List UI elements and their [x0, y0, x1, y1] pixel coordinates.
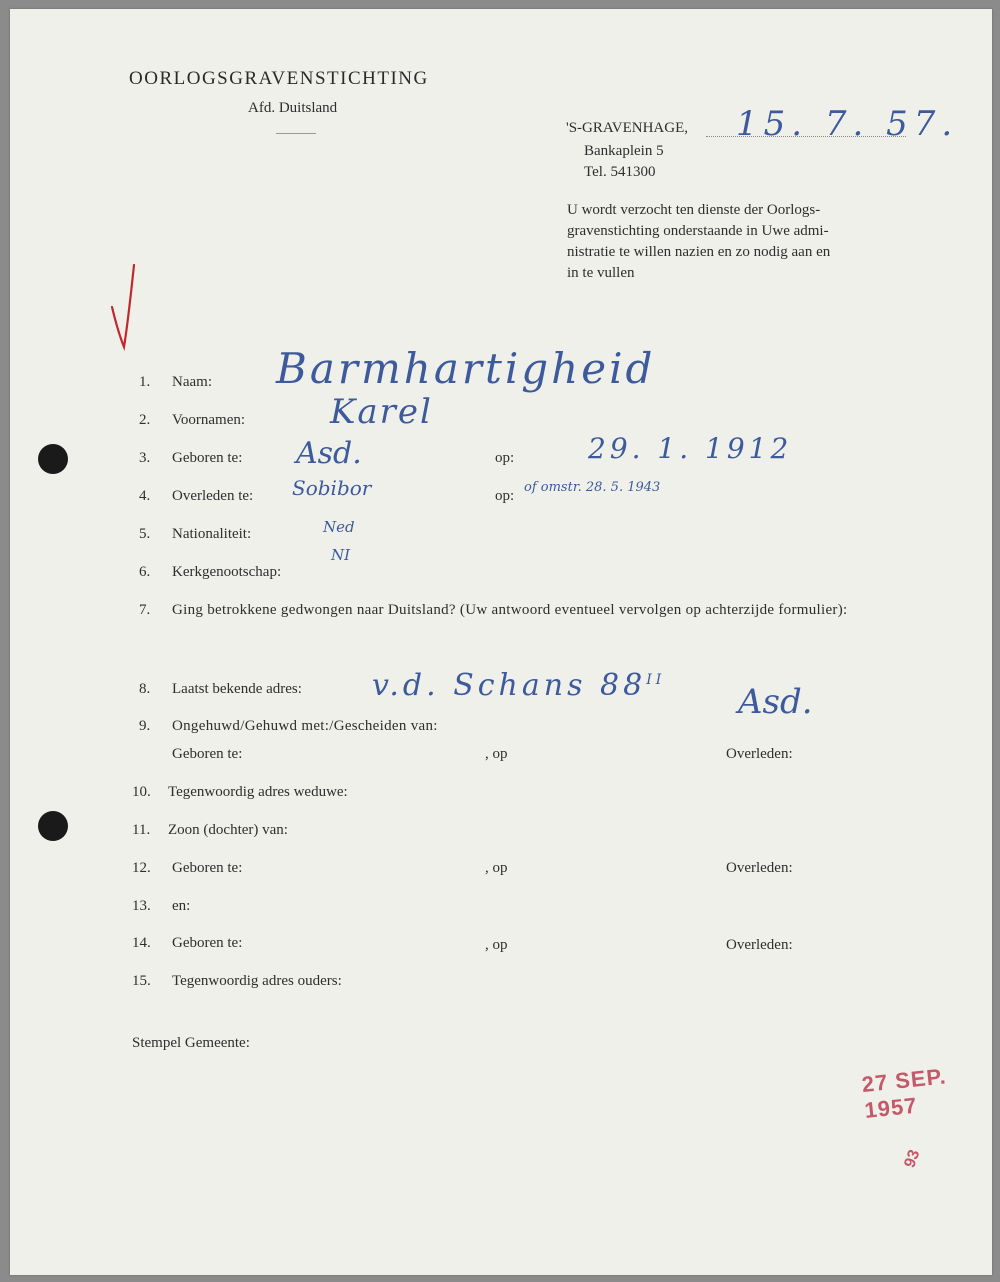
field-14-died-label: Overleden:	[726, 937, 793, 953]
field-15-label: Tegenwoordig adres ouders:	[172, 973, 342, 989]
street-address: Bankaplein 5	[584, 143, 664, 159]
field-12-label: Geboren te:	[172, 860, 243, 876]
city-label: 'S-GRAVENHAGE,	[566, 120, 689, 136]
field-3-number: 3.	[139, 450, 151, 466]
field-10-label: Tegenwoordig adres weduwe:	[168, 784, 348, 800]
punch-hole-bottom	[38, 811, 68, 841]
field-2-label: Voornamen:	[172, 412, 246, 428]
field-8-floor: II	[646, 672, 666, 688]
field-1-number: 1.	[139, 374, 151, 390]
field-14-op-label: , op	[485, 937, 508, 953]
field-13-number: 13.	[132, 898, 151, 914]
field-4-value: Sobibor	[292, 476, 372, 500]
field-8-street: v.d. Schans 88	[372, 668, 647, 703]
field-4-op-label: op:	[495, 488, 515, 504]
field-3-op-label: op:	[495, 450, 515, 466]
instructions-line-1: U wordt verzocht ten dienste der Oorlogs-	[567, 202, 821, 218]
number-stamp: 93	[901, 1147, 924, 1171]
header-divider	[276, 133, 316, 134]
instructions-line-4: in te vullen	[567, 265, 635, 281]
field-8-label: Laatst bekende adres:	[172, 681, 302, 697]
municipality-stamp-label: Stempel Gemeente:	[132, 1035, 250, 1051]
field-10-number: 10.	[132, 784, 151, 800]
field-1-label: Naam:	[172, 374, 212, 390]
instructions-text	[567, 200, 887, 284]
field-2-number: 2.	[139, 412, 151, 428]
field-7-number: 7.	[139, 602, 151, 618]
field-9-died-label: Overleden:	[726, 746, 793, 762]
field-3-op-value: 29. 1. 1912	[588, 432, 793, 465]
red-check-mark	[108, 262, 138, 352]
field-5-label: Nationaliteit:	[172, 526, 252, 542]
field-14-number: 14.	[132, 935, 151, 951]
field-9-born-label: Geboren te:	[172, 746, 243, 762]
punch-hole-top	[38, 444, 68, 474]
field-7-label: Ging betrokkene gedwongen naar Duitsland? (Uw antwoord eventueel vervolgen op achterzijde formulier):	[172, 602, 848, 618]
field-8-value	[372, 668, 665, 703]
instructions-line-2: gravenstichting onderstaande in Uwe admi-	[567, 223, 829, 239]
organization-name: OORLOGSGRAVENSTICHTING	[129, 68, 429, 89]
field-3-value: Asd.	[296, 436, 362, 471]
field-8-number: 8.	[139, 681, 151, 697]
field-4-op-value: of omstr. 28. 5. 1943	[524, 480, 661, 495]
field-9-number: 9.	[139, 718, 151, 734]
field-5-number: 5.	[139, 526, 151, 542]
received-date-stamp: 27 SEP. 1957	[860, 1063, 948, 1124]
field-15-number: 15.	[132, 973, 151, 989]
field-11-label: Zoon (dochter) van:	[168, 822, 288, 838]
field-11-number: 11.	[132, 822, 151, 838]
field-4-number: 4.	[139, 488, 151, 504]
field-6-number: 6.	[139, 564, 151, 580]
field-8-city: Asd.	[738, 682, 813, 722]
telephone: Tel. 541300	[584, 164, 656, 180]
field-12-number: 12.	[132, 860, 151, 876]
field-9-label: Ongehuwd/Gehuwd met:/Gescheiden van:	[172, 718, 438, 734]
field-9-op-label: , op	[485, 746, 508, 762]
field-3-label: Geboren te:	[172, 450, 243, 466]
handwritten-date: 15. 7. 57.	[736, 104, 959, 144]
instructions-line-3: nistratie te willen nazien en zo nodig aan en	[567, 244, 831, 260]
field-14-label: Geboren te:	[172, 935, 243, 951]
field-13-label: en:	[172, 898, 191, 914]
field-2-value: Karel	[330, 392, 433, 432]
field-12-op-label: , op	[485, 860, 508, 876]
field-4-label: Overleden te:	[172, 488, 254, 504]
field-6-value: NI	[331, 546, 351, 564]
department-name: Afd. Duitsland	[248, 100, 338, 116]
field-5-value: Ned	[323, 518, 355, 536]
form-paper	[10, 9, 992, 1275]
field-1-value: Barmhartigheid	[276, 344, 656, 393]
field-6-label: Kerkgenootschap:	[172, 564, 282, 580]
field-12-died-label: Overleden:	[726, 860, 793, 876]
